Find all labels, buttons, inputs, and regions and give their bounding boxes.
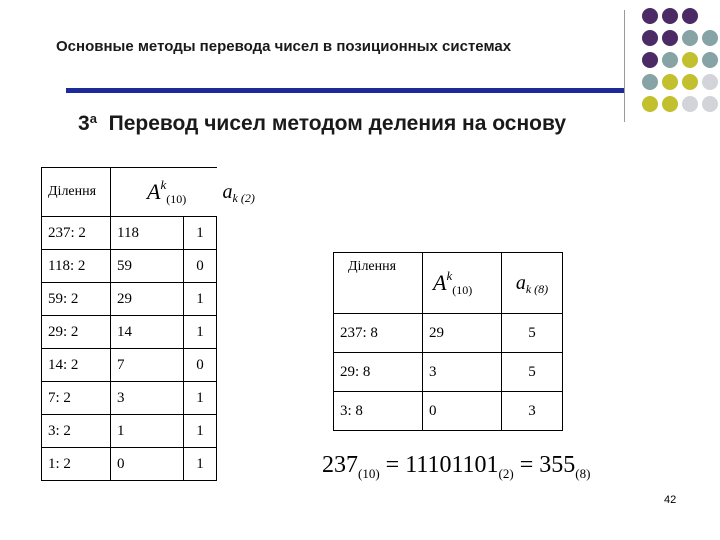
header-digit [502,253,563,314]
binary-division-table [41,167,280,481]
decor-dot [682,96,698,112]
cell-division: 59: 2 [42,283,111,316]
formula-equals: = [519,452,534,478]
decor-dot-grid [638,8,718,118]
digit-symbol: a [222,180,233,203]
table-row [42,283,280,316]
cell-digit: 1 [184,382,217,415]
cell-division: 29: 2 [42,316,111,349]
quotient-subscript: (10) [166,192,187,206]
quotient-symbol: A [147,179,161,204]
quotient-subscript: (10) [452,283,473,297]
heading-text: Перевод чисел методом деления на основу [108,112,567,135]
cell-digit: 1 [184,217,217,250]
cell-division: 1: 2 [42,448,111,481]
cell-quotient: 1 [111,415,184,448]
quotient-superscript: k [160,177,167,192]
cell-empty [217,250,280,283]
decor-dot [682,52,698,68]
table-header-row [42,168,280,217]
table-row [334,392,563,431]
slide-header-title: Основные методы перевода чисел в позиционных системах [56,38,512,55]
table-row [42,448,280,481]
cell-quotient: 118 [111,217,184,250]
cell-empty [217,349,280,382]
cell-empty [217,316,280,349]
decor-dot [702,74,718,90]
cell-digit: 1 [184,415,217,448]
quotient-symbol: A [433,270,447,295]
header-division-label: Ділення [48,184,97,199]
cell-digit: 1 [184,448,217,481]
decor-dot [702,52,718,68]
heading-number-suffix: а [89,111,97,126]
table-row [42,382,280,415]
cell-quotient: 14 [111,316,184,349]
cell-quotient: 0 [111,448,184,481]
cell-quotient: 3 [111,382,184,415]
table-header-row [334,253,563,314]
header-division-label: Ділення [348,259,397,274]
cell-empty [217,283,280,316]
table-row [42,250,280,283]
formula-binary-base: (2) [498,465,514,481]
cell-empty [217,217,280,250]
decor-dot [642,8,658,24]
cell-division: 118: 2 [42,250,111,283]
decor-dot [682,30,698,46]
decor-vertical-line [624,10,625,122]
cell-empty [217,448,280,481]
table-row [42,217,280,250]
header-quotient [111,168,217,217]
cell-division: 7: 2 [42,382,111,415]
decor-dot [662,8,678,24]
digit-subscript: k (8) [525,281,549,296]
cell-division: 14: 2 [42,349,111,382]
table-row [42,415,280,448]
decor-dot [662,74,678,90]
formula-decimal: 237 [322,452,358,478]
cell-quotient: 7 [111,349,184,382]
decor-dot [642,52,658,68]
cell-digit: 5 [502,353,563,392]
decor-dot [682,74,698,90]
cell-division: 3: 8 [334,392,423,431]
cell-digit: 0 [184,250,217,283]
cell-quotient: 29 [423,314,502,353]
conversion-formula [322,452,590,482]
cell-division: 29: 8 [334,353,423,392]
formula-equals: = [385,452,400,478]
decor-dot [642,74,658,90]
cell-division: 237: 2 [42,217,111,250]
table-row [42,349,280,382]
decor-dot [642,30,658,46]
cell-quotient: 3 [423,353,502,392]
formula-octal-base: (8) [575,465,591,481]
formula-octal: 355 [539,452,576,478]
decor-dot [642,96,658,112]
cell-quotient: 0 [423,392,502,431]
digit-symbol: a [515,271,526,294]
quotient-superscript: k [446,268,453,283]
table-row [334,314,563,353]
header-quotient [423,253,502,314]
cell-digit: 0 [184,349,217,382]
cell-digit: 1 [184,316,217,349]
cell-empty [217,415,280,448]
cell-digit: 5 [502,314,563,353]
cell-division: 237: 8 [334,314,423,353]
page-number: 42 [664,494,677,506]
decor-dot [662,96,678,112]
cell-quotient: 29 [111,283,184,316]
decor-dot [662,30,678,46]
cell-empty [217,382,280,415]
header-division [42,168,111,217]
decor-dot [702,96,718,112]
octal-division-table [333,252,563,431]
decor-dot [682,8,698,24]
digit-subscript: k (2) [232,190,255,205]
cell-digit: 3 [502,392,563,431]
formula-binary: 11101101 [405,452,499,478]
cell-division: 3: 2 [42,415,111,448]
table-row [42,316,280,349]
heading-number: 3 [78,112,90,135]
decor-dot [702,30,718,46]
formula-decimal-base: (10) [358,465,380,481]
header-rule [66,88,624,93]
cell-quotient: 59 [111,250,184,283]
slide-heading [78,112,566,136]
header-digit [217,168,280,217]
decor-dot [662,52,678,68]
header-division [334,253,423,314]
cell-digit: 1 [184,283,217,316]
table-row [334,353,563,392]
